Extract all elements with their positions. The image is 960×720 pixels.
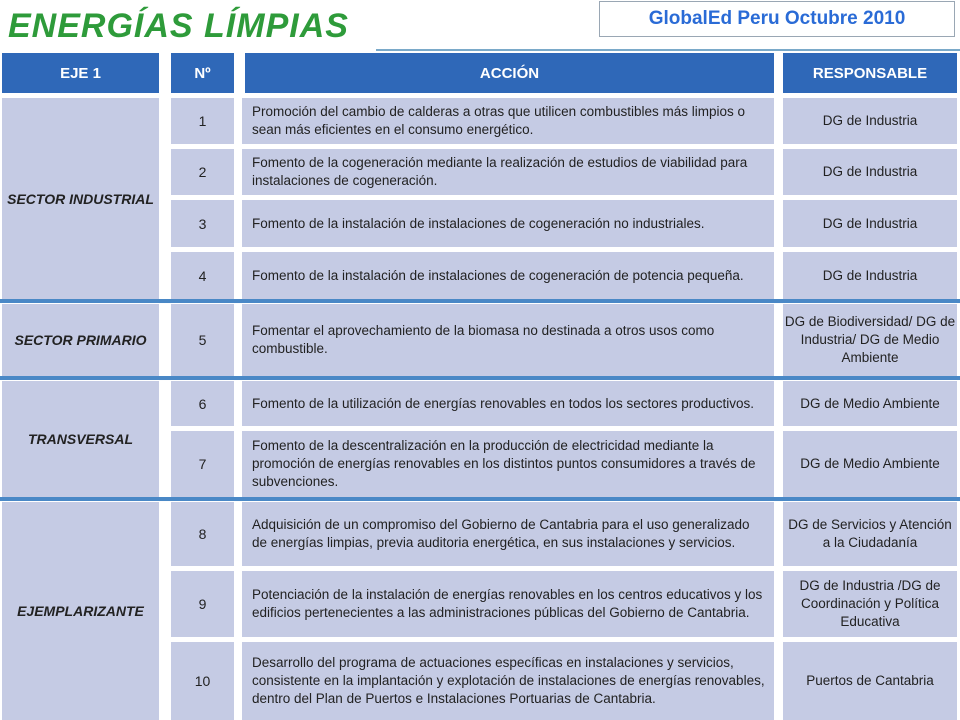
row-number: 5	[171, 304, 234, 376]
row-number: 8	[171, 502, 234, 566]
row-accion: Fomento de la descentralización en la producción de electricidad mediante la promoción de energías renovables en los distintos puntos consumidores a través de subvenciones.	[242, 431, 774, 497]
row-responsable: DG de Industria	[783, 200, 957, 247]
row-accion: Fomento de la instalación de instalaciones de cogeneración de potencia pequeña.	[242, 252, 774, 299]
title-divider	[376, 49, 960, 51]
row-responsable: DG de Medio Ambiente	[783, 381, 957, 426]
row-accion: Fomento de la cogeneración mediante la realización de estudios de viabilidad para instalaciones de cogeneración.	[242, 149, 774, 195]
row-accion: Fomentar el aprovechamiento de la biomasa no destinada a otros usos como combustible.	[242, 304, 774, 376]
row-accion: Desarrollo del programa de actuaciones específicas en instalaciones y servicios, consistente en la implantación y explotación de instalaciones de energías renovables, dentro del Plan de Puertos e Instalaciones Portuarias de Cantabria.	[242, 642, 774, 720]
row-accion: Fomento de la instalación de instalaciones de cogeneración no industriales.	[242, 200, 774, 247]
row-responsable: DG de Industria	[783, 149, 957, 195]
group-sector-industrial: SECTOR INDUSTRIAL	[2, 98, 159, 299]
group-transversal: TRANSVERSAL	[2, 381, 159, 497]
group-ejemplarizante: EJEMPLARIZANTE	[2, 502, 159, 720]
column-header-eje: EJE 1	[2, 53, 159, 93]
row-number: 1	[171, 98, 234, 144]
row-number: 2	[171, 149, 234, 195]
group-separator	[0, 376, 960, 380]
row-accion: Promoción del cambio de calderas a otras que utilicen combustibles más limpios o sean más eficientes en el consumo energético.	[242, 98, 774, 144]
row-number: 6	[171, 381, 234, 426]
group-separator	[0, 497, 960, 501]
row-number: 3	[171, 200, 234, 247]
row-responsable: DG de Industria /DG de Coordinación y Política Educativa	[783, 571, 957, 637]
event-badge: GlobalEd Peru Octubre 2010	[599, 1, 955, 37]
column-header-accion: ACCIÓN	[245, 53, 774, 93]
row-number: 9	[171, 571, 234, 637]
row-responsable: DG de Biodiversidad/ DG de Industria/ DG de Medio Ambiente	[783, 304, 957, 376]
row-responsable: Puertos de Cantabria	[783, 642, 957, 720]
page-title: ENERGÍAS LÍMPIAS	[8, 7, 349, 45]
row-accion: Potenciación de la instalación de energías renovables en los centros educativos y los edificios pertenecientes a las administraciones públicas del Gobierno de Cantabria.	[242, 571, 774, 637]
column-header-responsable: RESPONSABLE	[783, 53, 957, 93]
row-number: 7	[171, 431, 234, 497]
row-responsable: DG de Industria	[783, 252, 957, 299]
row-responsable: DG de Medio Ambiente	[783, 431, 957, 497]
column-header-number: Nº	[171, 53, 234, 93]
row-accion: Adquisición de un compromiso del Gobierno de Cantabria para el uso generalizado de energías limpias, previa auditoria energética, en sus instalaciones y servicios.	[242, 502, 774, 566]
row-number: 4	[171, 252, 234, 299]
group-separator	[0, 299, 960, 303]
row-responsable: DG de Servicios y Atención a la Ciudadanía	[783, 502, 957, 566]
row-accion: Fomento de la utilización de energías renovables en todos los sectores productivos.	[242, 381, 774, 426]
group-sector-primario: SECTOR PRIMARIO	[2, 304, 159, 376]
row-responsable: DG de Industria	[783, 98, 957, 144]
row-number: 10	[171, 642, 234, 720]
